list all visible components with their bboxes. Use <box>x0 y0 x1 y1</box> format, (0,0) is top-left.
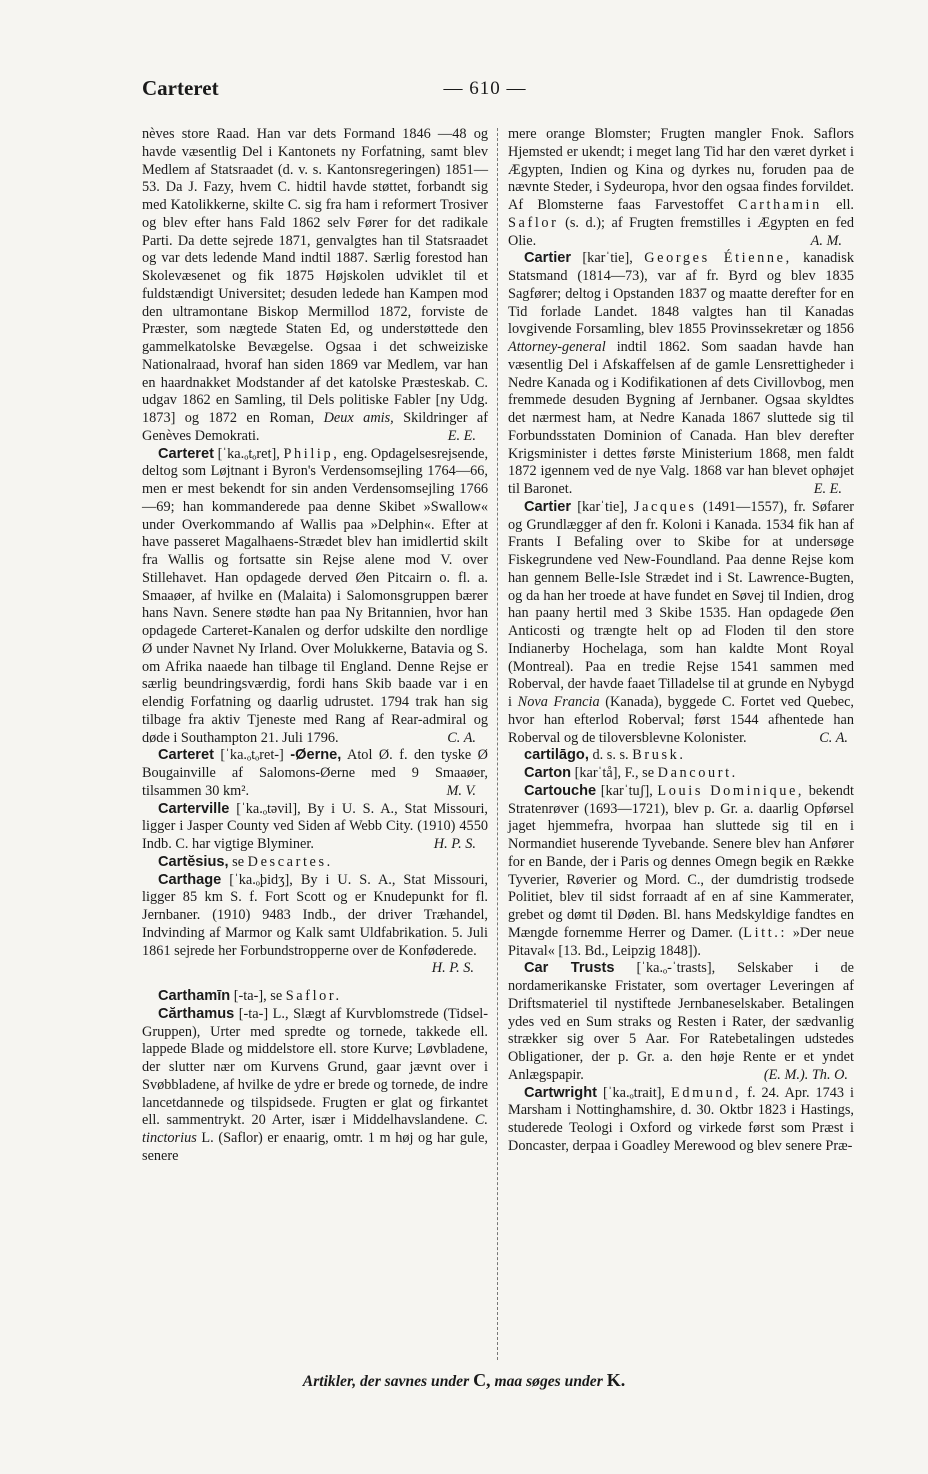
entry-carthamus <box>142 1006 488 1166</box>
entry-text: By i U. S. A., Stat Missouri, ligger 85 km S. f. Fort Scott og er Knudepunkt for fl. Jernbaner. (1910) 9483 Indb., der driver Træhandel, Indvinding af Marmor og Kalk samt Uldfabrikation. 5. Juli 1861 sejrede her Forbundstropperne over de Konføderede. <box>142 871 488 959</box>
entry-text: Atol Ø. f. den tyske Ø Bougainville af Salomons-Øerne med 9 Smaaøer, tilsammen 30 km². <box>142 747 488 799</box>
author-signature: H. P. S. <box>431 960 474 977</box>
pronunciation: [ˈka.ₒtₒret], <box>217 445 280 462</box>
headword: Cartier <box>524 498 572 515</box>
person-name: Philip, <box>283 445 340 462</box>
literature-label: Litt.: <box>743 924 788 941</box>
entry-carterville <box>142 801 488 854</box>
headword: Cartwright <box>524 1084 597 1101</box>
headword: Car Trusts <box>524 960 615 977</box>
page-number: — 610 — <box>443 78 527 99</box>
species-name: C. tinctorius <box>142 1112 488 1146</box>
left-column <box>142 126 488 1166</box>
entry-text: Selskaber i de nordamerikanske Fristater, som overtager Leveringen af Driftsmateriel til nystiftede Jernbaneselskaber. Betalingen ydes ved en Sum straks og Resten i Rater, der sædvanlig strækker sig over 5 Aar. For Ratebetalingen udstedes Obligationer, der p. Gr. a. den høje Rente er et yndet Anlægspapir. <box>508 960 855 1083</box>
footer-text: Artikler, der savnes under <box>302 1373 470 1390</box>
headword: Carterville <box>158 800 230 817</box>
entry-text: se <box>232 853 245 870</box>
pronunciation: [karˈtie], <box>582 250 633 267</box>
entry-cartier-georges <box>508 250 854 499</box>
author-signature: H. P. S. <box>433 836 476 852</box>
pronunciation: [ˈka.ₒ-ˈtrasts], <box>636 960 716 977</box>
entry-text: (Kanada), byggede C. Fortet ved Quebec, hvor han efterlod Roberval; først 1544 afhentede han Roberval og de tiloversblevne Kolonister. <box>508 694 854 746</box>
entry-text: nèves store Raad. Han var dets Formand 1846 —48 og havde væsentlig Del i Kantonets ny Forfatning, samt blev Medlem af Statsraadet (d. v. s. Kantonsregeringen) 1851—53. Da J. Fazy, hvem C. hidtil havde støttet, forbandt sig med Katolikkerne, skilte C. sig fra ham i reformert Trosiver og blev efter hans Fald 1862 selv Fører for det radikale Parti. Da dette sejrede 1871, genvalgtes han til Statsraadet og var dets ledende Mand indtil 1887. Særlig forestod han Skolevæsenet og fik 1875 Højskolen udviklet til et fuldstændigt Universitet; desuden ledede han Kampen mod den ultramontane Biskop Mermillod 1872, forviste de Præster, som nægtede Staten Ed, og understøttede den gammelkatolske Bevægelse. Ogsaa i det schweiziske Nationalraad, hvoraf han siden 1869 var Medlem, var han en haardnakket Modstander af det katolske Præsteskab. C. udgav 1862 en Samling, til Dels politiske Fabler [ny Udg. 1873] og 1872 en Roman, <box>142 126 488 426</box>
person-name: Jacques <box>633 498 697 515</box>
headword: -Øerne, <box>290 747 342 764</box>
entry-text: »Der neue Pitaval« [13. Bd., Leipzig 1848]). <box>508 924 854 959</box>
author-signature: C. A. <box>447 729 476 746</box>
entry-text: ell. <box>836 197 854 213</box>
italic-title: Nova Francia <box>517 694 600 710</box>
person-name: Louis Dominique, <box>657 782 805 799</box>
entry-text: mere orange Blomster; Frugten mangler Fnok. Saflors Hjemsted er ukendt; i meget lang Tid har den været dyrket i Ægypten, Indien og Kina og dyrkes nu, foruden paa de nævnte Steder, i Sydeuropa, hvor den ogsaa findes forvildet. Af Blomsterne faas Farvestoffet <box>508 126 854 213</box>
entry-text: L. (Saflor) er enaarig, omtr. 1 m høj og har gule, senere <box>142 1130 489 1164</box>
entry-text: (s. d.); af Frugten fremstilles i Ægypten en fed Olie. <box>508 214 854 249</box>
entry-cartwright <box>508 1085 854 1156</box>
person-name: Georges Étienne, <box>644 250 792 267</box>
entry-text: eng. Opdagelsesrejsende, deltog som Løjtnant i Byron's Verdensomsejling 1764—66, men er mest bekendt for sin anden Verdensomsejling 1766—69; han kommanderede paa denne Skibet »Swallow« under Overkommando af Wallis paa »Delphin«. Efter at have passeret Magalhaens-Strædet blev han imidlertid skilt fra Wallis og fortsatte sin Rejse alene mod V. over Stillehavet. Han opdagede derved Øen Pitcairn o. fl. a. Smaaøer, af hvilke en (Malaita) i Salomonsgruppen bærer hans Navn. Senere stødte han paa Ny Britannien, hvor han opdagede Carteret-Kanalen og derfor udskilte den nordlige Ø under Navnet Ny Irland. Over Molukkerne, Batavia og S. om Afrika naaede han tilbage til England. Denne Rejse er særlig beundringsværdig, fordi hans Skib baade var i en elendig Forfatning og daarlig udrustet. 1794 trak han sig tilbage fra aktiv Tjeneste med Rang af Rear-admiral og døde i Southampton 21. Juli 1796. <box>142 445 489 746</box>
headword: Cartier <box>524 250 572 267</box>
pronunciation: [ˈka.ₒtəvil], <box>236 800 301 817</box>
author-signature: A. M. <box>810 232 842 249</box>
entry-text: By i U. S. A., Stat Missouri, ligger i Jasper County ved Siden af Webb City. (1910) 4550 Indb. C. har vigtige Blyminer. <box>142 800 488 852</box>
entry-carthamin <box>142 988 488 1006</box>
cross-reference: Saflor. <box>285 988 342 1004</box>
person-name: Edmund, <box>670 1084 742 1101</box>
entry-carthage <box>142 872 488 979</box>
author-signature: E. E. <box>813 481 842 497</box>
entry-text: [-ta-], se <box>233 988 283 1004</box>
column-divider <box>497 128 498 1360</box>
headword: Carthage <box>158 871 222 888</box>
pronunciation: [ˈka.ₒtₒret-] <box>220 747 284 764</box>
entry-text: Skildringer af Genèves Demokrati. <box>142 410 489 444</box>
author-signature: C. A. <box>819 729 848 746</box>
italic-title: Deux amis, <box>323 410 394 426</box>
headword: Cărthamus <box>158 1005 235 1022</box>
entry-cartouche <box>508 783 854 961</box>
term-spaced: Saflor <box>508 214 559 231</box>
pronunciation: [karˈtie], <box>577 498 628 515</box>
footer-letter: C, <box>473 1370 491 1390</box>
entry-carteret-philip <box>142 446 488 748</box>
entry-cartilago <box>508 747 854 765</box>
entry-text: (1491—1557), fr. Søfarer og Grundlægger af den fr. Koloni i Kanada. 1534 fik han af Frants I Befaling over to Skibe for at undersøge Fiskegrundene ved New-Foundland. Paa denne Rejse kom han gennem Belle-Isle Strædet ind i St. Lawrence-Bugten, og da han her troede at have fundet en Søvej til Indien, drog han paany hertil med 3 Skibe 1535. Han opdagede Øen Anticosti og trængte helt op ad Floden til den store Indianerby Hochelaga, som han kaldte Mont Royal (Montreal). Paa en tredie Rejse 1541 sammen med Roberval, der havde faaet Tilladelse til at grunde en Nybygd i <box>508 498 855 710</box>
entry-text: f. 24. Apr. 1743 i Marsham i Nottinghamshire, d. 30. Oktbr 1823 i Hastings, studerede Teologi i Oxford og virkede først som Præst i Doncaster, derpaa i Goadley Merewood og blev senere Præ- <box>508 1084 855 1154</box>
headword: Carthamīn <box>158 988 231 1004</box>
footer-note <box>0 1370 928 1391</box>
author-signature: E. E. <box>447 427 476 444</box>
headword: cartilāgo, <box>524 747 589 764</box>
entry-continuation <box>142 126 488 446</box>
right-column <box>508 126 854 1156</box>
pronunciation: [ˈka.ₒþidʒ], <box>229 871 293 888</box>
italic-title: Attorney-general <box>508 339 606 355</box>
entry-cartesius <box>142 854 488 872</box>
term-spaced: Carthamin <box>738 197 822 213</box>
entry-carton <box>508 765 854 783</box>
entry-carteret-oerne <box>142 747 488 800</box>
entry-text: d. s. s. <box>592 747 629 764</box>
pronunciation: [karˈtuʃ], <box>600 782 653 799</box>
headword: Cartĕsius, <box>158 853 229 870</box>
footer-letter: K. <box>606 1370 626 1390</box>
author-signature: M. V. <box>446 782 476 799</box>
entry-car-trusts <box>508 960 854 1084</box>
entry-text: [karˈtå], F., se <box>574 765 655 781</box>
entry-text: kanadisk Statsmand (1814—73), var af fr. Byrd og blev 1835 Sagfører; deltog i Opstanden 1837 og maatte derefter for en Tid forlade Landet. 1848 valgtes han til Kanadas lovgivende Forsamling, blev 1855 Provinssekretær og 1856 <box>508 250 854 338</box>
headword: Cartouche <box>524 782 597 799</box>
cross-reference: Dancourt. <box>657 765 738 781</box>
running-head: Carteret <box>142 76 219 100</box>
spacer <box>142 978 488 988</box>
author-signature: (E. M.). Th. O. <box>763 1066 848 1083</box>
pronunciation: [ˈka.ₒtrait], <box>602 1084 666 1101</box>
entry-text: [-ta-] L., Slægt af Kurvblomstrede (Tidsel-Gruppen), Urter med spredte og tornede, takkede ell. lappede Blade og middelstore ell. store Kurve; Løvbladene, der slutter nær om Kurvens Grund, gaar jævnt over i Svøbbladene, af hvilke de ydre er brede og tornede, de indre lancetdannede og tilspidsede. Frugten er glat og firkantet ell. sammentrykt. 20 Arter, især i Middelhavslandene. <box>142 1005 488 1129</box>
headword: Carteret <box>158 445 214 462</box>
entry-cartier-jacques <box>508 499 854 748</box>
headword: Carton <box>524 765 572 781</box>
cross-reference: Brusk. <box>632 747 686 764</box>
entry-continuation <box>508 126 854 250</box>
cross-reference: Descartes. <box>247 853 333 870</box>
footer-text: maa søges under <box>494 1373 603 1390</box>
entry-text: bekendt Stratenrøver (1693—1721), blev p. Gr. a. daarlig Opførsel jaget hjemmefra, hvorpaa han sluttede sig til en i Normandiet huserende Tyvebande. Senere blev han Anfører for en Bande, der i Paris og dennes Omegn begik en Række Tyverier, Røverier og Mord. C., der dumdristig trodsede Politiet, blev til sidst forraadt af en af sine Kammerater, grebet og dømt til Døden. Bl. hans Medskyldige fandtes en Mængde fornemme Herrer og Damer. ( <box>508 782 854 941</box>
entry-text: indtil 1862. Som saadan havde han væsentlig Del i Afskaffelsen af de gamle Lensrettigheder i Nedre Kanada og i Kodifikationen af dets Civillovbog, men fremmede desuden Bygning af Jernbaner. Ogsaa skyldtes det nærmest ham, at Nedre Kanada 1867 sluttede sig til Forbundsstaten Dominion of Canada. Han blev derefter Krigsminister i dettes første Ministerium 1868, men faldt 1872 igennem ved de nye Valg. 1868 var han blevet ophøjet til Baronet. <box>508 339 854 497</box>
headword: Carteret <box>158 747 214 764</box>
